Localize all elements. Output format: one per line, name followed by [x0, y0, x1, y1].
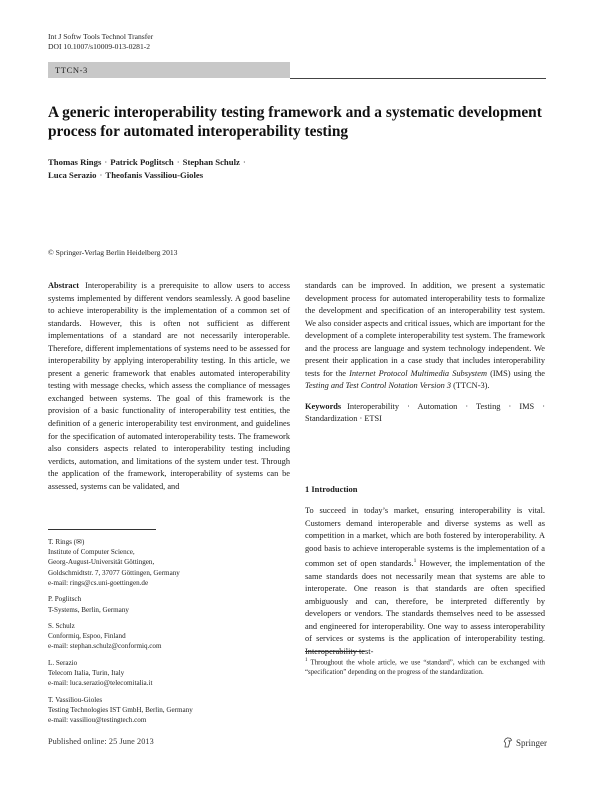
- author-name: Luca Serazio: [48, 169, 97, 180]
- doi: DOI 10.1007/s10009-013-0281-2: [48, 42, 151, 51]
- affiliation-line: Conformiq, Espoo, Finland: [48, 632, 126, 641]
- author-line-1: [48, 156, 308, 169]
- affiliation-line: Institute of Computer Science,: [48, 548, 135, 557]
- published-online-date: Published online: 25 June 2013: [48, 737, 154, 746]
- publisher-name: Springer: [516, 737, 547, 748]
- article-title: A generic interoperability testing framework and a systematic development process for automated interoperability testing: [48, 104, 542, 140]
- affiliation-block: [48, 594, 288, 614]
- abstract-italic-term: Testing and Test Control Notation Version 3: [305, 381, 452, 391]
- author-separator: ·: [99, 169, 103, 180]
- abstract-column-2: [305, 280, 545, 426]
- keywords-text: Interoperability · Automation · Testing · IMS · Standardization · ETSI: [305, 401, 545, 424]
- affiliation-email[interactable]: e-mail: luca.serazio@telecomitalia.it: [48, 679, 153, 688]
- abstract-heading: Abstract: [48, 281, 80, 290]
- footnote: [305, 656, 545, 678]
- footnote-reference[interactable]: 1: [413, 558, 417, 565]
- affiliation-line: Telecom Italia, Turin, Italy: [48, 669, 125, 678]
- author-name: Patrick Poglitsch: [110, 157, 174, 167]
- author-name: Thomas Rings: [48, 157, 102, 167]
- author-separator: ·: [242, 157, 246, 167]
- author-name: Theofanis Vassiliou-Gioles: [105, 169, 204, 180]
- affiliation-line: T-Systems, Berlin, Germany: [48, 605, 129, 614]
- affiliation-line: P. Poglitsch: [48, 595, 82, 604]
- keywords-heading: Keywords: [305, 401, 342, 411]
- affiliation-block: [48, 658, 288, 689]
- springer-horse-icon: [503, 737, 513, 748]
- footnote-divider: [305, 651, 365, 652]
- affiliation-line: L. Serazio: [48, 658, 78, 667]
- affiliation-divider: [48, 529, 156, 530]
- affiliation-email[interactable]: e-mail: vassiliou@testingtech.com: [48, 716, 147, 725]
- author-line-2: [48, 169, 308, 182]
- introduction-text: [305, 505, 545, 658]
- section-heading-introduction: 1 Introduction: [305, 484, 358, 494]
- footnote-mark: 1: [305, 658, 308, 663]
- affiliation-line: Testing Technologies IST GmbH, Berlin, Germany: [48, 706, 193, 715]
- abstract-text: Interoperability is a prerequisite to allow users to access systems implemented by different vendors seamlessly. A good baseline to achieve interoperability is the implementation of a common set of standards. However, this is often not sufficient as different implementations of a standard are not necessarily interoperable. Therefore, different implementations of systems need to be assessed for interoperability by applying interoperability testing. In this article, we present a generic framework that enables automated interoperability testing with message checks, which assess the compliance of messages exchanged between systems. The goal of this framework is the provision of a basic functionality of interoperability test entities, the definition of a generic interoperability test environment, and guidelines for the specification of automated interoperability tests. The framework also considers aspects related to interoperability testing including verdicts, automation, and limitations of the system under test. Through the application of the framework, interoperability of systems can be assessed, systems can be validated, and: [48, 281, 290, 491]
- author-name: Stephan Schulz: [182, 157, 240, 167]
- journal-info: [48, 32, 153, 52]
- author-list: [48, 156, 308, 181]
- affiliation-line: T. Vassiliou-Gioles: [48, 695, 103, 704]
- abstract-column-1: [48, 280, 290, 493]
- affiliation-email[interactable]: e-mail: rings@cs.uni-goettingen.de: [48, 578, 149, 587]
- intro-paragraph: To succeed in today’s market, ensuring interoperability is vital. Customers demand interoperable and diverse systems as well as competition in a market, which are both fostered by interoperability. A good basis to achieve interoperable systems is the implementation of a common set of open standards.: [305, 506, 545, 568]
- abstract-text: (TTCN-3).: [451, 381, 490, 391]
- affiliation-block: [48, 695, 288, 726]
- journal-name: Int J Softw Tools Technol Transfer: [48, 32, 154, 41]
- affiliations: [48, 537, 288, 732]
- copyright-notice: © Springer-Verlag Berlin Heidelberg 2013: [48, 248, 178, 257]
- intro-paragraph: However, the implementation of the same standards does not necessarily mean that systems are able to interoperate. One reason is that standards are often specified ambiguously and can, therefore, be interpreted differently by developers or vendors. The standards themselves need to be assessed and engineered for interoperability. One way to assess interoperability of services or systems is the application of interoperability testing. Interoperability test-: [305, 558, 545, 656]
- author-separator: ·: [176, 157, 180, 167]
- section-tag: TTCN-3: [55, 65, 88, 75]
- affiliation-block: [48, 621, 288, 652]
- affiliation-line: S. Schulz: [48, 622, 75, 631]
- abstract-text-continued: standards can be improved. In addition, we present a systematic development process for automated interoperability tests to formalize the development and specification of an interoperability test system. We also consider aspects and critical issues, which are important for the development of a complete interoperability test system. The framework and the process are language and system technology independent. We present their application in a case study that includes interoperability tests for the: [305, 281, 545, 378]
- abstract-italic-term: Internet Protocol Multimedia Subsystem: [349, 368, 487, 378]
- footnote-text: Throughout the whole article, we use “standard”, which can be exchanged with “specification” depending on the progress of the standardization.: [305, 659, 545, 677]
- affiliation-email[interactable]: e-mail: stephan.schulz@conformiq.com: [48, 642, 162, 651]
- keywords: [305, 401, 545, 426]
- abstract-text: (IMS) using the: [486, 368, 545, 378]
- section-divider: [290, 78, 546, 79]
- affiliation-line: T. Rings (✉): [48, 538, 85, 546]
- affiliation-line: Goldschmidtstr. 7, 37077 Göttingen, Germany: [48, 568, 180, 577]
- affiliation-line: Georg-August-Universität Göttingen,: [48, 558, 155, 567]
- publisher-logo: [503, 737, 547, 748]
- affiliation-block: [48, 537, 288, 588]
- author-separator: ·: [104, 157, 108, 167]
